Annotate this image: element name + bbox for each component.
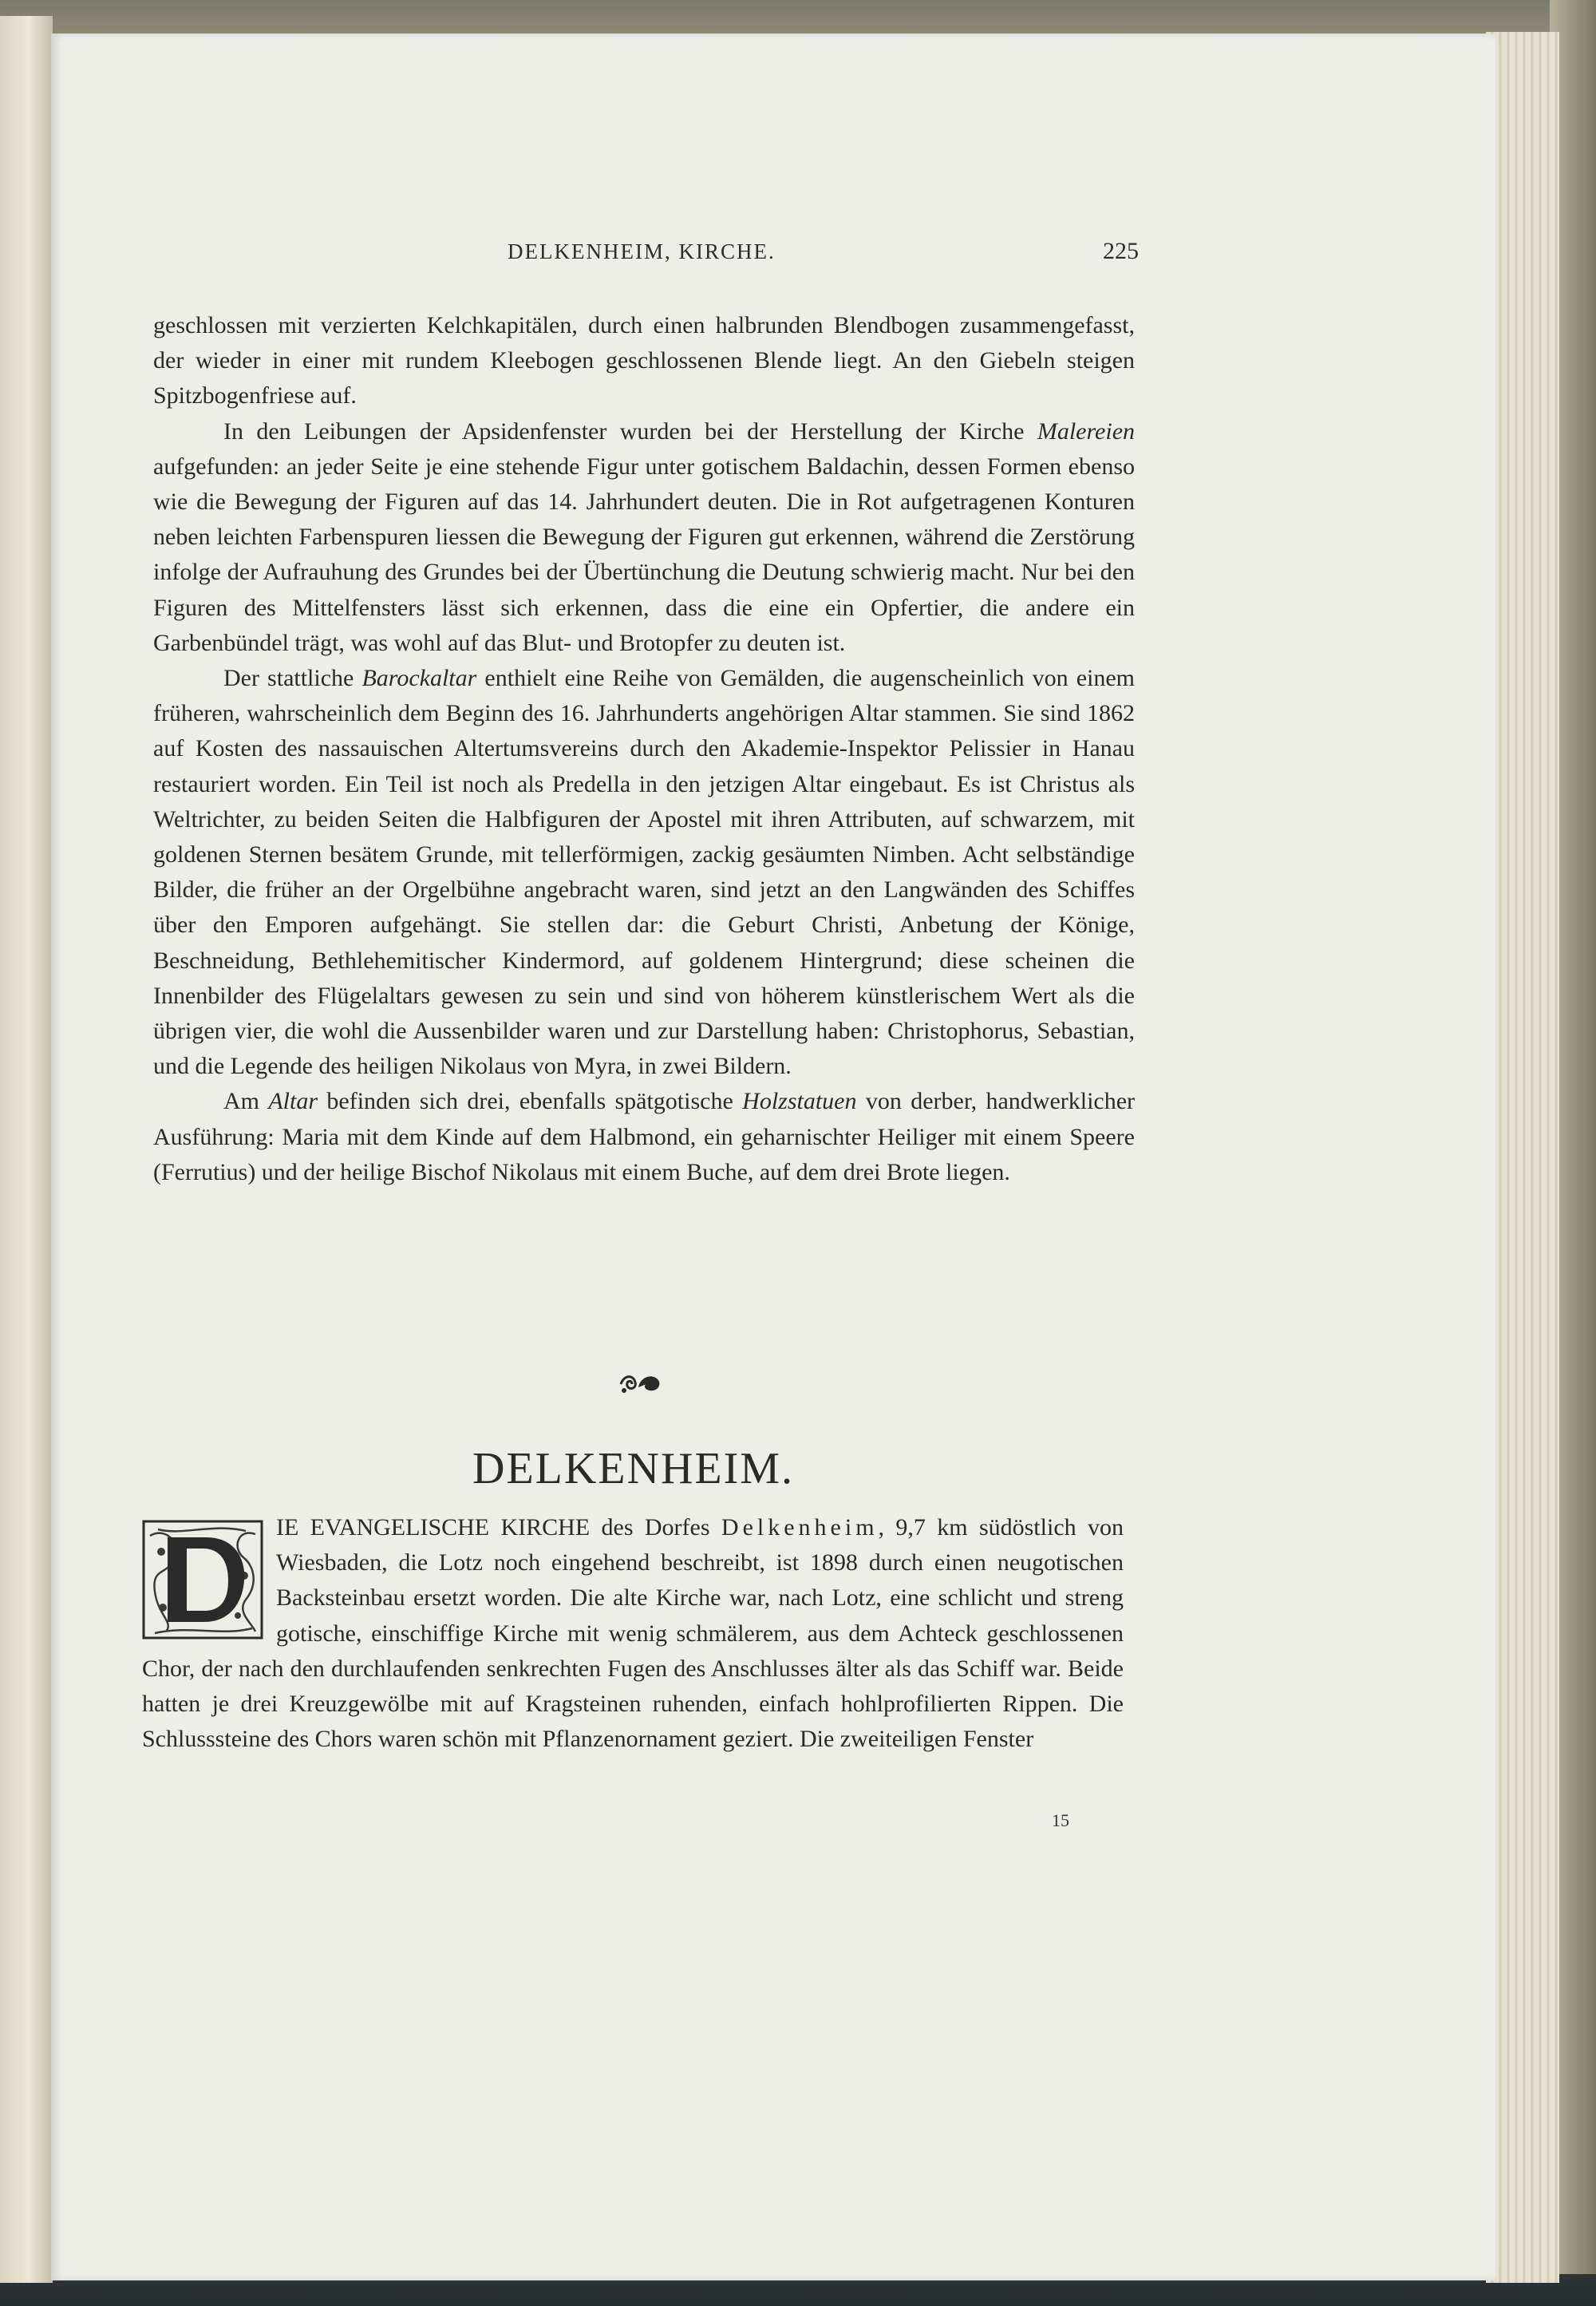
section-body-text (142, 1510, 1124, 1757)
p4-italic-2: Holzstatuen (742, 1088, 857, 1115)
p3-rest: enthielt eine Reihe von Gemälden, die augenscheinlich von einem früheren, wahrscheinlich dem Beginn des 16. Jahrhunderts angehörigen Altar stammen. Sie sind 1862 auf Kosten des nassauischen Altertumsvereins durch den Akademie-Inspektor Pelissier in Hanau restauriert worden. Ein Teil ist noch als Predella in den jetzigen Altar eingebaut. Es ist Christus als Weltrichter, zu beiden Seiten die Halbfiguren der Apostel mit ihren Attributen, auf schwarzem, mit goldenen Sternen besätem Grunde, mit tellerförmigen, zackig gesäumten Nimben. Acht selbständige Bilder, die früher an der Orgelbühne angebracht waren, sind jetzt an den Langwänden des Schiffes über den Emporen aufgehängt. Sie stellen dar: die Geburt Christi, Anbetung der Könige, Beschneidung, Bethlehemitischer Kindermord, auf goldenem Hintergrund; diese scheinen die Innenbilder des Flügelaltars gewesen zu sein und sind von höherem künstlerischem Wert als die übrigen vier, die wohl die Aussenbilder waren und zur Darstellung haben: Christophorus, Sebastian, und die Legende des heiligen Nikolaus von Myra, in zwei Bildern. (153, 665, 1136, 1080)
section-title: DELKENHEIM. (472, 1444, 795, 1493)
paragraph-4 (153, 1084, 1135, 1190)
p2-rest: aufgefunden: an jeder Seite je eine stehende Figur unter gotischem Baldachin, dessen Formen ebenso wie die Bewegung der Figuren auf das 14. Jahrhundert deuten. Die in Rot aufgetragenen Konturen neben leichten Farbenspuren liessen die Bewegung der Figuren gut erkennen, während die Zerstörung infolge der Aufrauhung des Grundes bei der Übertünchung die Deutung schwierig macht. Nur bei den Figuren des Mittelfensters lässt sich erkennen, dass die eine ein Opfertier, die andere ein Garbenbündel trägt, was wohl auf das Blut- und Brotopfer zu deuten ist. (153, 453, 1135, 656)
section-rest: , 9,7 km südöstlich von Wiesbaden, die Lotz noch eingehend beschreibt, ist 1898 durch einen neugotischen Backsteinbau ersetzt worden. Die alte Kirche war, nach Lotz, eine schlicht und streng gotische, einschiffige Kirche mit wenig schmälerem, aus dem Achteck geschlossenen Chor, der nach den durchlaufenden senkrechten Fugen des Anschlusses älter als das Schiff war. Beide hatten je drei Kreuzgewölbe mit auf Kragsteinen ruhenden, einfach hohlprofilierten Rippen. Die Schlusssteine des Chors waren schön mit Pflanzenornament geziert. Die zweiteiligen Fenster (142, 1514, 1124, 1753)
body-text (153, 308, 1135, 1190)
p4-start: Am (223, 1088, 259, 1115)
initial-spacer (142, 1510, 276, 1644)
p3-italic: Barockaltar (361, 665, 477, 692)
section-caps: IE EVANGELISCHE KIRCHE (276, 1514, 591, 1541)
p2-start: In den Leibungen der Apsidenfenster wurden bei der Herstellung der Kirche (223, 417, 1025, 445)
page-number: 225 (1103, 238, 1139, 264)
paragraph-3 (153, 661, 1135, 1084)
p4-italic-1: Altar (268, 1088, 318, 1115)
p3-start: Der stattliche (223, 665, 354, 692)
section-mid: des Dorfes (601, 1514, 710, 1541)
paragraph-2 (153, 414, 1135, 661)
page-stack-edge (1486, 32, 1559, 2283)
section-paragraph (142, 1510, 1124, 1757)
section-spaced-name: Delkenheim (721, 1514, 879, 1541)
p4-mid: befinden sich drei, ebenfalls spätgotische (326, 1088, 733, 1115)
paragraph-1: geschlossen mit verzierten Kelchkapitälen, durch einen halbrunden Blendbogen zusammengefasst, der wieder in einer mit rundem Kleebogen geschlossenen Blende liegt. An den Giebeln steigen Spitzbogenfriese auf. (153, 312, 1135, 409)
p2-italic: Malereien (1037, 417, 1136, 445)
fleuron-ornament-icon (616, 1367, 664, 1398)
running-title: DELKENHEIM, KIRCHE. (508, 239, 776, 263)
p4-rest: von derber, handwerklicher Ausführung: Maria mit dem Kinde auf dem Halbmond, ein geharnischter Heiliger mit einem Speere (Ferrutius) und der heilige Bischof Nikolaus mit einem Buche, auf dem drei Brote liegen. (153, 1088, 1136, 1185)
facing-page-edge (0, 16, 53, 2283)
signature-mark: 15 (1052, 1810, 1069, 1830)
